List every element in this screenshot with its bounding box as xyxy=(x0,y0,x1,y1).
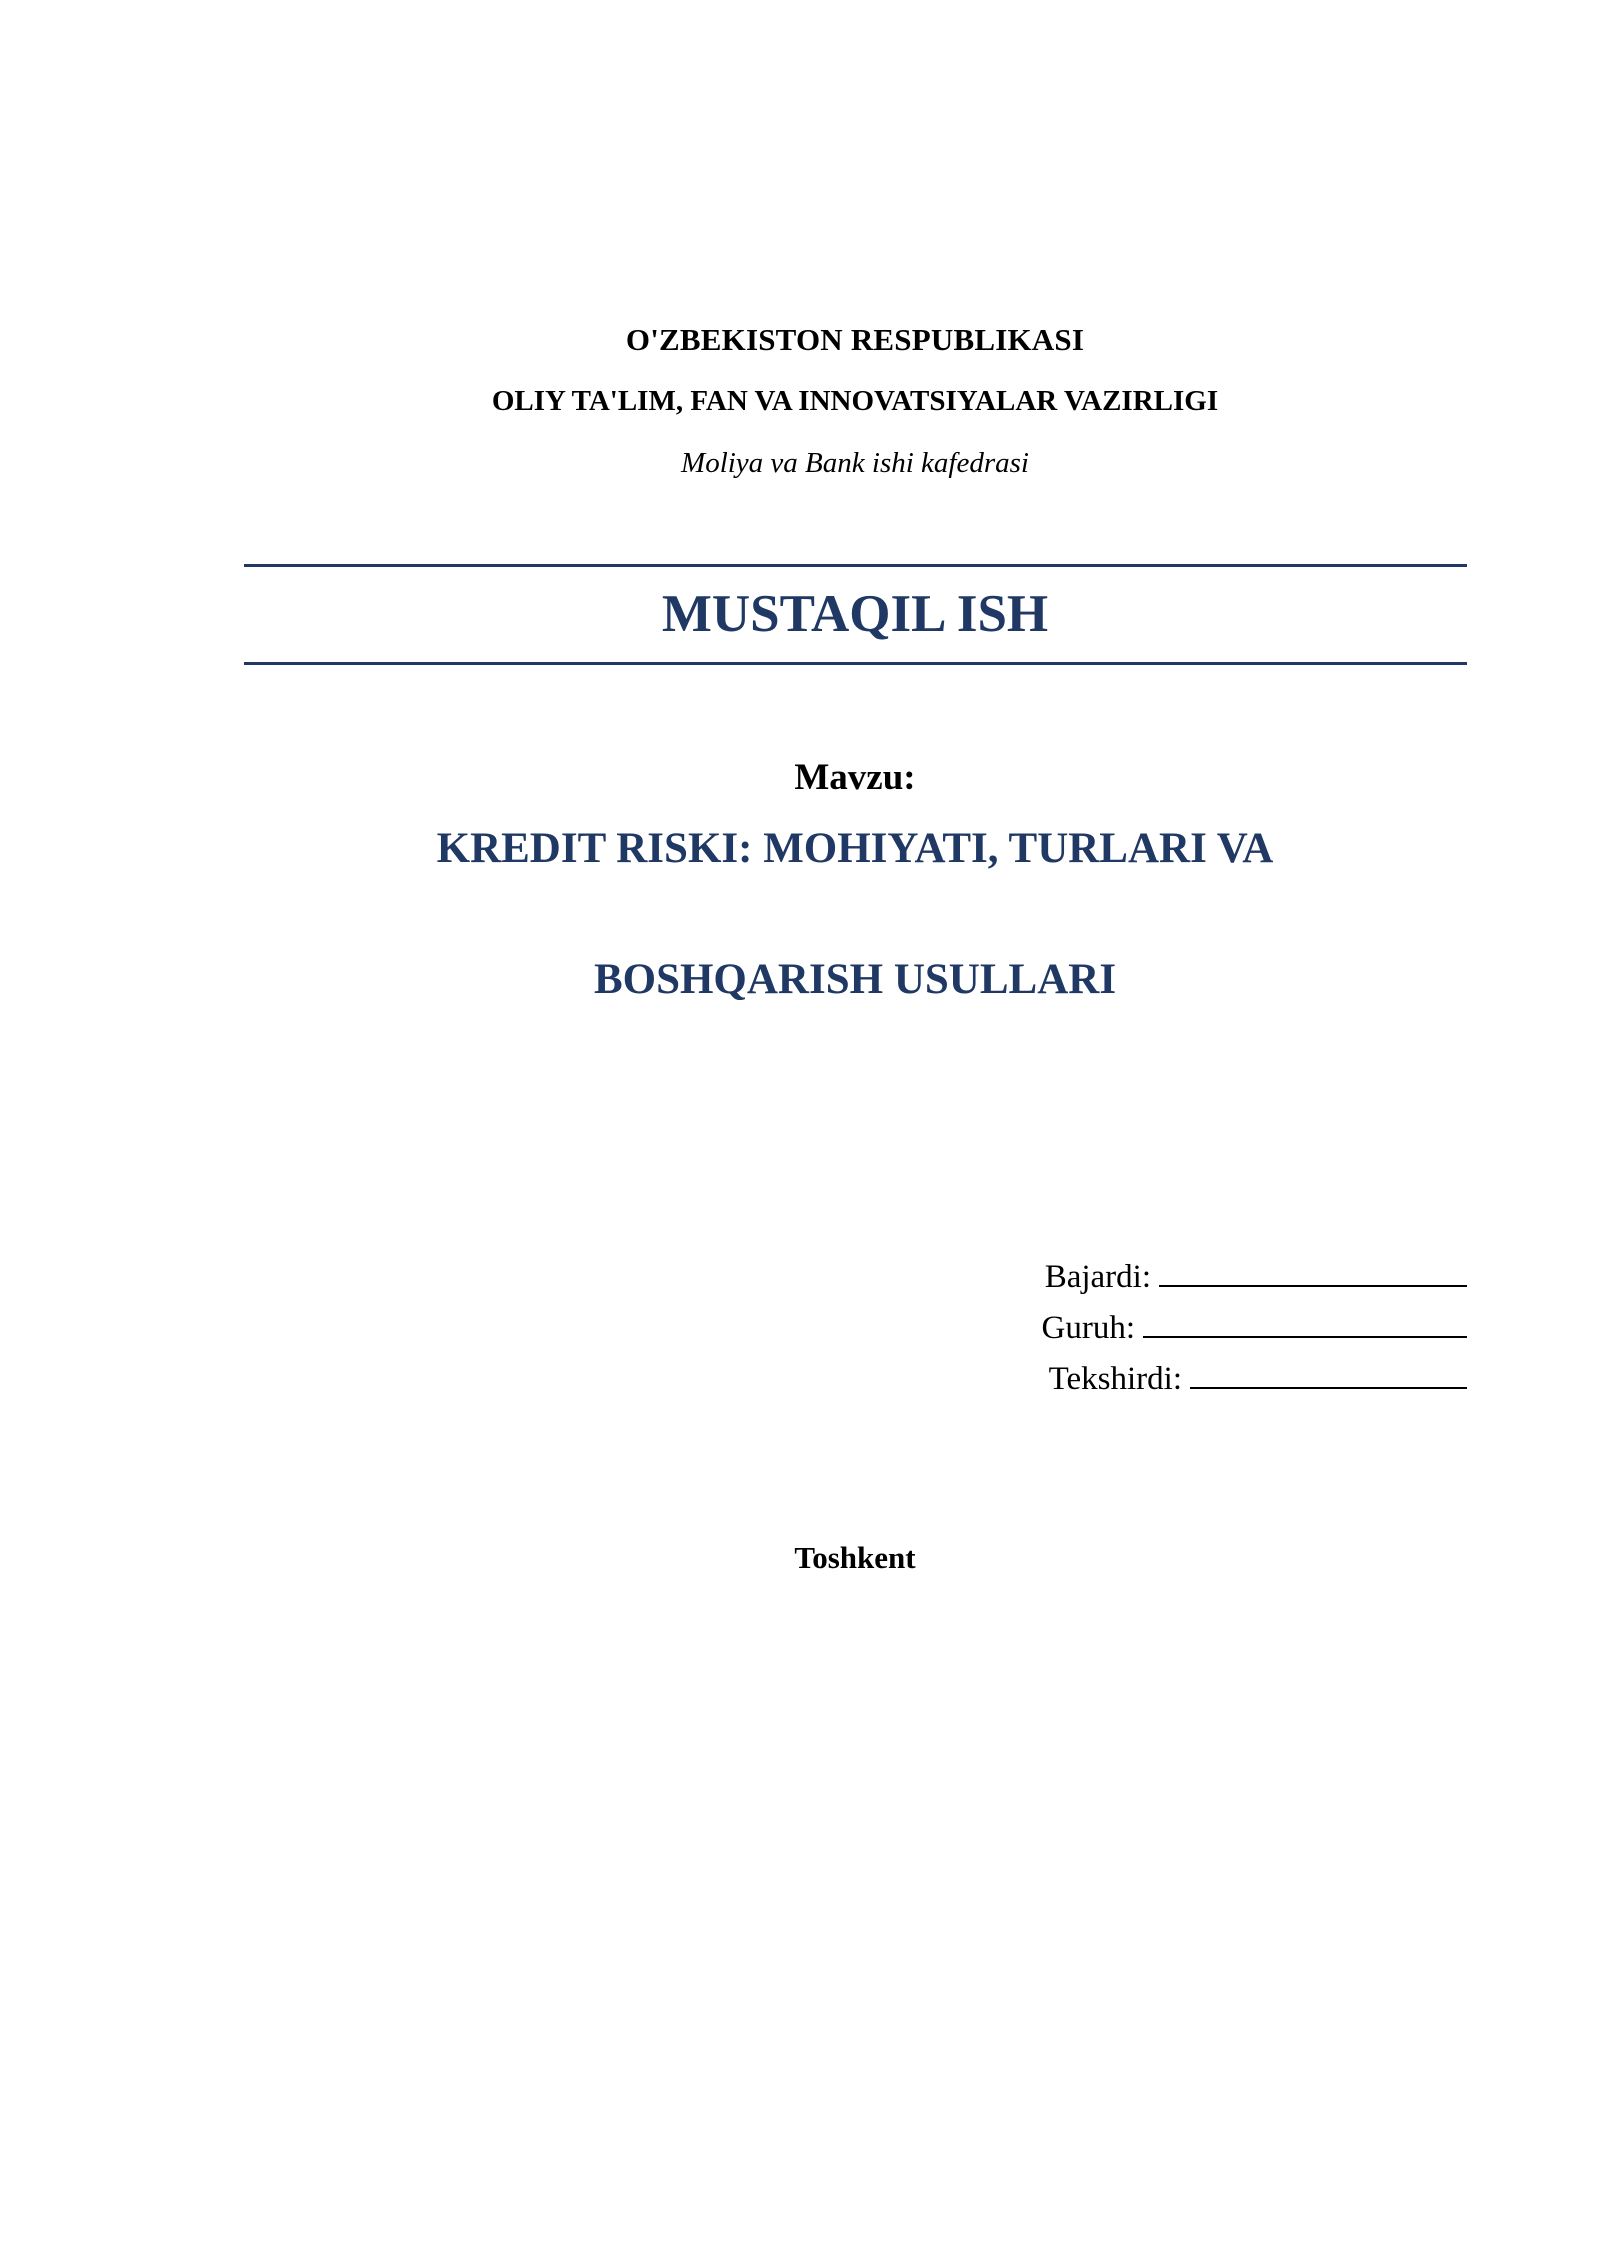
title-bottom-rule xyxy=(244,662,1467,665)
checker-row xyxy=(1042,1354,1468,1405)
group-blank-line xyxy=(1143,1306,1467,1338)
topic-title-line-1: KREDIT RISKI: MOHIYATI, TURLARI VA xyxy=(436,825,1274,872)
title-top-rule xyxy=(244,564,1467,567)
republic-heading: O'ZBEKISTON RESPUBLIKASI xyxy=(625,322,1085,357)
topic-title-line-2: BOSHQARISH USULLARI xyxy=(593,956,1117,1003)
signature-block xyxy=(1042,1252,1468,1405)
performer-row xyxy=(1042,1252,1468,1303)
group-label: Guruh: xyxy=(1041,1310,1135,1346)
checker-label: Tekshirdi: xyxy=(1048,1361,1182,1397)
group-row xyxy=(1042,1303,1468,1354)
ministry-heading: OLIY TA'LIM, FAN VA INNOVATSIYALAR VAZIRLIGI xyxy=(491,385,1219,417)
city-name: Toshkent xyxy=(794,1540,916,1575)
performer-label: Bajardi: xyxy=(1044,1259,1151,1295)
performer-blank-line xyxy=(1159,1255,1467,1287)
work-title: MUSTAQIL ISH xyxy=(661,585,1049,643)
topic-label: Mavzu: xyxy=(794,757,916,798)
department-name: Moliya va Bank ishi kafedrasi xyxy=(681,447,1029,479)
checker-blank-line xyxy=(1190,1357,1467,1389)
